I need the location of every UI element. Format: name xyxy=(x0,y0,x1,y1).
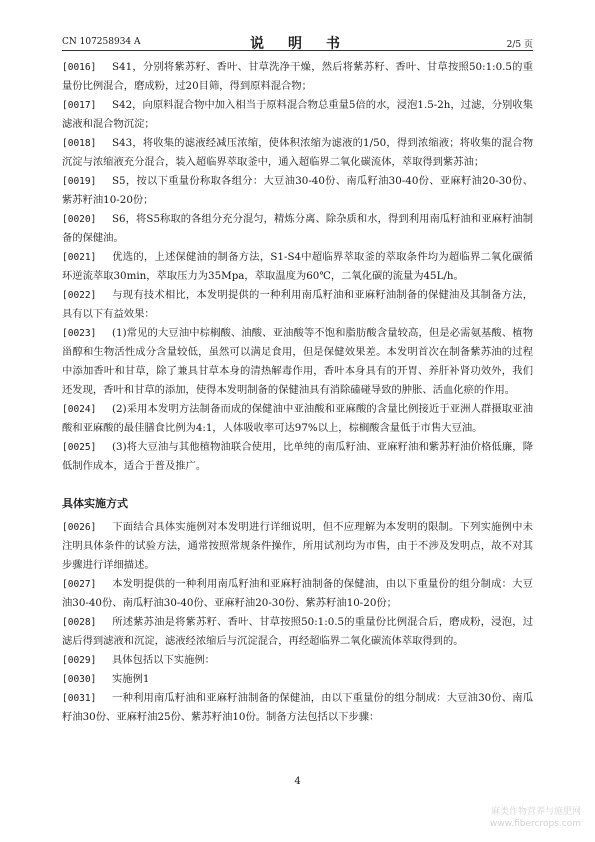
paragraph xyxy=(62,518,533,575)
paragraph xyxy=(62,286,533,324)
paragraph-text: S42，向原料混合物中加入相当于原料混合物总重量5倍的水，浸泡1.5-2h，过滤，分别收集滤液和混合物沉淀； xyxy=(62,99,533,130)
paragraph xyxy=(62,58,533,96)
page-header xyxy=(62,30,533,52)
site-watermark xyxy=(490,806,581,830)
paragraph xyxy=(62,438,533,476)
paragraph-text: S5，按以下重量份称取各组分：大豆油30-40份、南瓜籽油30-40份、亚麻籽油20-30份、紫苏籽油10-20份； xyxy=(62,175,533,206)
paragraph-text: (1)常见的大豆油中棕榈酸、油酸、亚油酸等不饱和脂肪酸含量较高，但是必需氨基酸、植物甾醇和生物活性成分含量较低，虽然可以满足食用，但是保健效果差。本发明首次在制备紫苏油的过程中添加香叶和甘草，除了兼具甘草本身的清热解毒作用，香叶本身具有的开胃、养肝补肾功效外，我们还发现，香叶和甘草的添加，使得本发明制备的保健油具有消除磕碰导致的肿胀、活血化瘀的作用。 xyxy=(62,327,533,396)
paragraph-text: 具体包括以下实施例： xyxy=(112,654,215,666)
doc-number: CN 107258934 A xyxy=(62,37,141,47)
paragraph-number: [0023] xyxy=(62,328,97,339)
header-divider xyxy=(62,50,533,51)
paragraph-number: [0020] xyxy=(62,214,97,225)
paragraph xyxy=(62,613,533,651)
paragraph-list-top xyxy=(62,58,533,476)
paragraph-number: [0026] xyxy=(62,522,97,533)
watermark-title: 麻类作物营养与施肥网 xyxy=(490,807,581,817)
section-heading: 具体实施方式 xyxy=(62,497,128,510)
paragraph-number: [0017] xyxy=(62,100,97,111)
paragraph-number: [0027] xyxy=(62,579,97,590)
page-indicator: 2/5 页 xyxy=(506,40,533,50)
document-title: 说 明 书 xyxy=(250,36,345,52)
paragraph-number: [0030] xyxy=(62,674,97,685)
paragraph xyxy=(62,651,533,670)
paragraph-text: S6，将S5称取的各组分充分混匀，精炼分离、除杂质和水，得到利用南瓜籽油和亚麻籽油制备的保健油。 xyxy=(62,213,533,244)
document-body xyxy=(62,58,533,727)
paragraph xyxy=(62,134,533,172)
paragraph xyxy=(62,210,533,248)
paragraph-text: 下面结合具体实施例对本发明进行详细说明，但不应理解为本发明的限制。下列实施例中未注明具体条件的试验方法，通常按照常规条件操作，所用试剂均为市售，由于不涉及发明点，故不对其步骤进行详细描述。 xyxy=(62,521,533,571)
paragraph-text: S43，将收集的滤液经减压浓缩，使体积浓缩为滤液的1/50，得到浓缩液；将收集的混合物沉淀与浓缩液充分混合，装入超临界萃取釜中，通入超临界二氧化碳流体，萃取得到紫苏油； xyxy=(62,137,533,168)
paragraph xyxy=(62,248,533,286)
watermark-url: www.fibercrops.com xyxy=(490,819,581,829)
paragraph xyxy=(62,689,533,727)
paragraph xyxy=(62,172,533,210)
paragraph xyxy=(62,400,533,438)
paragraph-number: [0019] xyxy=(62,176,97,187)
paragraph-number: [0028] xyxy=(62,617,97,628)
paragraph-text: 所述紫苏油是将紫苏籽、香叶、甘草按照50:1:0.5的重量份比例混合后，磨成粉，浸泡，过滤后得到滤液和沉淀，滤液经浓缩后与沉淀混合，再经超临界二氧化碳流体萃取得到的。 xyxy=(62,616,533,647)
paragraph xyxy=(62,96,533,134)
paragraph-list-bottom xyxy=(62,518,533,727)
paragraph-text: (3)将大豆油与其他植物油联合使用，比单纯的南瓜籽油、亚麻籽油和紫苏籽油价格低廉，降低制作成本，适合于普及推广。 xyxy=(62,441,533,472)
paragraph-text: 与现有技术相比，本发明提供的一种利用南瓜籽油和亚麻籽油制备的保健油及其制备方法，具有以下有益效果： xyxy=(62,289,533,320)
paragraph-number: [0029] xyxy=(62,655,97,666)
paragraph-text: 本发明提供的一种利用南瓜籽油和亚麻籽油制备的保健油，由以下重量份的组分制成：大豆油30-40份、南瓜籽油30-40份、亚麻籽油20-30份、紫苏籽油10-20份； xyxy=(62,578,533,609)
paragraph-number: [0022] xyxy=(62,290,97,301)
paragraph-number: [0018] xyxy=(62,138,97,149)
paragraph-text: (2)采用本发明方法制备而成的保健油中亚油酸和亚麻酸的含量比例接近于亚洲人群摄取亚油酸和亚麻酸的最佳膳食比例为4:1，人体吸收率可达97%以上，棕榈酸含量低于市售大豆油。 xyxy=(62,403,533,434)
paragraph xyxy=(62,670,533,689)
paragraph-text: 实施例1 xyxy=(112,673,150,685)
paragraph-number: [0025] xyxy=(62,442,97,453)
paragraph xyxy=(62,324,533,400)
paragraph-text: 一种利用南瓜籽油和亚麻籽油制备的保健油，由以下重量份的组分制成：大豆油30份、南瓜籽油30份、亚麻籽油25份、紫苏籽油10份。制备方法包括以下步骤： xyxy=(62,692,533,723)
paragraph-text: S41，分别将紫苏籽、香叶、甘草洗净干燥，然后将紫苏籽、香叶、甘草按照50:1:0.5的重量份比例混合，磨成粉，过20目筛，得到原料混合物； xyxy=(62,61,533,92)
paragraph-text: 优选的，上述保健油的制备方法，S1-S4中超临界萃取釜的萃取条件均为超临界二氧化碳循环逆流萃取30min，萃取压力为35Mpa，萃取温度为60℃，二氧化碳的流量为45L/h。 xyxy=(62,251,533,282)
paragraph xyxy=(62,575,533,613)
paragraph-number: [0016] xyxy=(62,62,97,73)
paragraph-number: [0031] xyxy=(62,693,97,704)
page-number: 4 xyxy=(294,776,301,787)
paragraph-number: [0024] xyxy=(62,404,97,415)
paragraph-number: [0021] xyxy=(62,252,97,263)
